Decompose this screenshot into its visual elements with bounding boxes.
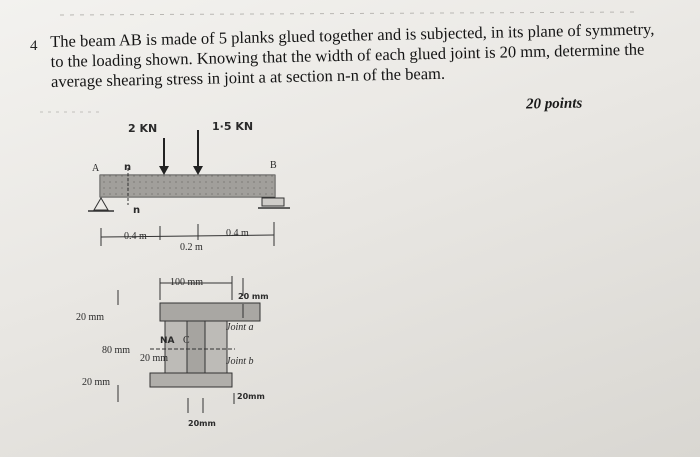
- joint-a-label: Joint a: [226, 322, 254, 333]
- dim-04-left: 0.4 m: [124, 231, 147, 242]
- hand-20mm-right: 20mm: [237, 392, 265, 401]
- na-label: NA: [160, 336, 175, 346]
- dim-04-right: 0.4 m: [226, 228, 249, 239]
- bottom-flange-plank: [150, 373, 232, 387]
- center-web-plank: [187, 321, 205, 381]
- label-20mm-web: 20 mm: [140, 353, 169, 364]
- support-a-label: A: [92, 163, 100, 174]
- question-text: The beam AB is made of 5 planks glued together and is subjected, in its plane of symmetry, to the loading shown. Knowing that the width of each glued joint is 20 mm, determine the average shearing stress in joint a at section n-n of the beam.: [50, 19, 655, 91]
- label-20mm-left: 20 mm: [76, 312, 105, 323]
- centroid-c-label: C: [183, 335, 190, 346]
- label-20mm-bottom: 20 mm: [82, 377, 111, 388]
- hand-20mm-top: 20 mm: [238, 292, 269, 301]
- section-n-top: n: [124, 162, 132, 173]
- right-web-plank: [205, 321, 227, 381]
- width-100mm-label: 100 mm: [170, 277, 204, 288]
- load-left-label: 2 KN: [128, 122, 158, 135]
- points-label: 20 points: [525, 95, 583, 113]
- hand-20mm-bottom: 20mm: [188, 419, 216, 428]
- dim-02: 0.2 m: [180, 242, 203, 253]
- support-b-label: B: [270, 160, 277, 171]
- label-80mm: 80 mm: [102, 345, 131, 356]
- question-number: 4: [30, 38, 38, 54]
- top-flange-plank: [160, 303, 260, 321]
- joint-b-label: Joint b: [226, 356, 254, 367]
- section-n-bottom: n: [133, 205, 141, 216]
- load-right-label: 1·5 KN: [212, 120, 254, 133]
- left-web-plank: [165, 321, 187, 381]
